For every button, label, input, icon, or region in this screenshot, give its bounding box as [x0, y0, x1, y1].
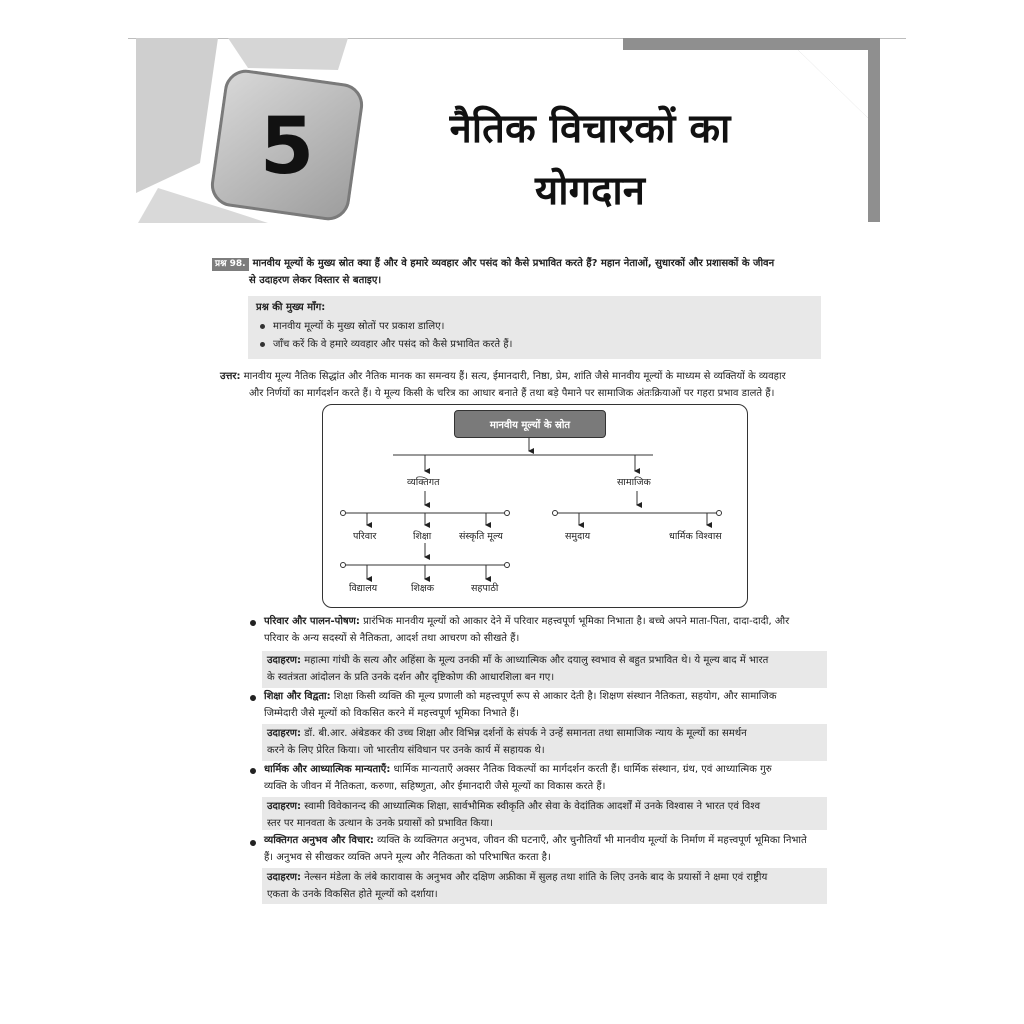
node-family: परिवार [353, 531, 377, 542]
node-personal: व्यक्तिगत [407, 477, 440, 488]
point-title: शिक्षा और विद्वता: [264, 691, 331, 702]
node-religious: धार्मिक विश्वास [669, 531, 722, 542]
point-family: परिवार और पालन-पोषण: प्रारंभिक मानवीय मूल्यों को आकार देने में परिवार महत्त्वपूर्ण भूमिका निभाता है। बच्चे अपने माता-पिता, दादा-दादी, और परिवार के अन्य सदस्यों से नैतिकता, आदर्श तथा आचरण को सीखते हैं। [264, 616, 790, 644]
bullet-icon [250, 620, 256, 626]
node-culture: संस्कृति मूल्य [459, 531, 503, 542]
example-box: उदाहरण: महात्मा गांधी के सत्य और अहिंसा के मूल्य उनकी माँ के आध्यात्मिक और दयालु स्वभाव से बहुत प्रभावित थे। ये मूल्य बाद में भारत के स्वतंत्रता आंदोलन के प्रति उनके दर्शन और दृष्टिकोण की आधारशिला बन गए। [262, 651, 827, 688]
bullet-icon [250, 695, 256, 701]
node-peer: सहपाठी [471, 583, 499, 594]
demands-box [248, 296, 821, 359]
diagram-root-node: मानवीय मूल्यों के स्रोत [454, 410, 606, 438]
demand-item: मानवीय मूल्यों के मुख्य स्रोतों पर प्रकाश डालिए। [248, 318, 821, 335]
answer-line1: उत्तर: मानवीय मूल्य नैतिक सिद्धांत और नैतिक मानक का समन्वय हैं। सत्य, ईमानदारी, निष्ठा, प्रेम, शांति जैसे मानवीय मूल्यों के माध्यम से व्यक्तियों के व्यवहार [220, 371, 786, 382]
bullet-icon [260, 324, 265, 329]
node-social: सामाजिक [617, 477, 651, 488]
answer-line2: और निर्णयों का मार्गदर्शन करते हैं। ये मूल्य किसी के चरित्र का आधार बनाते हैं तथा बड़े पैमाने पर सामाजिक अंतःक्रियाओं पर गहरा प्रभाव डालते हैं। [249, 388, 775, 399]
point-experience: व्यक्तिगत अनुभव और विचार: व्यक्ति के व्यक्तिगत अनुभव, जीवन की घटनाएँ, और चुनौतियाँ भी मानवीय मूल्यों के निर्माण में महत्त्वपूर्ण भूमिका निभाते हैं। अनुभव से सीखकर व्यक्ति अपने मूल्य और नैतिकता को परिभाषित करता है। [264, 835, 807, 863]
example-box: उदाहरण: नेल्सन मंडेला के लंबे कारावास के अनुभव और दक्षिण अफ्रीका में सुलह तथा शांति के लिए उनके बाद के प्रयासों ने क्षमा एवं राष्ट्रीय एकता के उनके विकसित होते मूल्यों को दर्शाया। [262, 868, 827, 904]
bullet-icon [260, 342, 265, 347]
question-block [212, 255, 824, 289]
demand-item: जाँच करें कि वे हमारे व्यवहार और पसंद को कैसे प्रभावित करते हैं। [248, 336, 821, 353]
example-box: उदाहरण: डॉ. बी.आर. अंबेडकर की उच्च शिक्षा और विभिन्न दर्शनों के संपर्क ने उन्हें समानता तथा सामाजिक न्याय के मूल्यों का समर्थन करने के लिए प्रेरित किया। जो भारतीय संविधान पर उनके कार्य में सहायक थे। [262, 724, 827, 761]
chapter-title-line2: योगदान [535, 168, 645, 214]
chapter-number: 5 [259, 102, 315, 192]
example-box: उदाहरण: स्वामी विवेकानन्द की आध्यात्मिक शिक्षा, सार्वभौमिक स्वीकृति और सेवा के वेदांतिक आदर्शों में उनके विश्वास ने भारत एवं विश्व स्तर पर मानवता के उत्थान के उनके प्रयासों को प्रभावित किया। [262, 797, 827, 830]
question-line2: से उदाहरण लेकर विस्तार से बताइए। [249, 275, 382, 286]
node-school: विद्यालय [349, 583, 378, 594]
answer-label: उत्तर: [220, 371, 241, 382]
node-teacher: शिक्षक [411, 583, 435, 594]
point-title: धार्मिक और आध्यात्मिक मान्यताएँ: [264, 764, 391, 775]
bullet-icon [250, 768, 256, 774]
demands-heading: प्रश्न की मुख्य माँग: [256, 302, 326, 313]
point-title: परिवार और पालन-पोषण: [264, 616, 360, 627]
point-education: शिक्षा और विद्वता: शिक्षा किसी व्यक्ति की मूल्य प्रणाली को महत्त्वपूर्ण रूप से आकार देती है। शिक्षण संस्थान नैतिकता, सहयोग, और सामाजिक जिम्मेदारी जैसे मूल्यों को विकसित करने में महत्त्वपूर्ण भूमिका निभाते हैं। [264, 691, 777, 719]
chapter-title-line1: नैतिक विचारकों का [449, 106, 731, 152]
question-line1: प्रश्न 98. मानवीय मूल्यों के मुख्य स्रोत क्या हैं और वे हमारे व्यवहार और पसंद को कैसे प्रभावित करते हैं? महान नेताओं, सुधारकों और प्रशासकों के जीवन [212, 255, 824, 272]
point-title: व्यक्तिगत अनुभव और विचार: [264, 835, 374, 846]
sources-diagram [322, 404, 748, 608]
bullet-icon [250, 840, 256, 846]
node-education: शिक्षा [413, 531, 432, 542]
answer-block [220, 368, 826, 402]
node-community: समुदाय [565, 531, 591, 542]
chapter-title [400, 98, 780, 222]
question-number: प्रश्न 98. [212, 258, 249, 271]
point-religion: धार्मिक और आध्यात्मिक मान्यताएँ: धार्मिक मान्यताएँ अक्सर नैतिक विकल्पों का मार्गदर्शन करती हैं। धार्मिक संस्थान, ग्रंथ, एवं आध्यात्मिक गुरु व्यक्ति के जीवन में नैतिकता, करुणा, सहिष्णुता, और ईमानदारी जैसे मूल्यों का विकास करते हैं। [264, 764, 772, 792]
